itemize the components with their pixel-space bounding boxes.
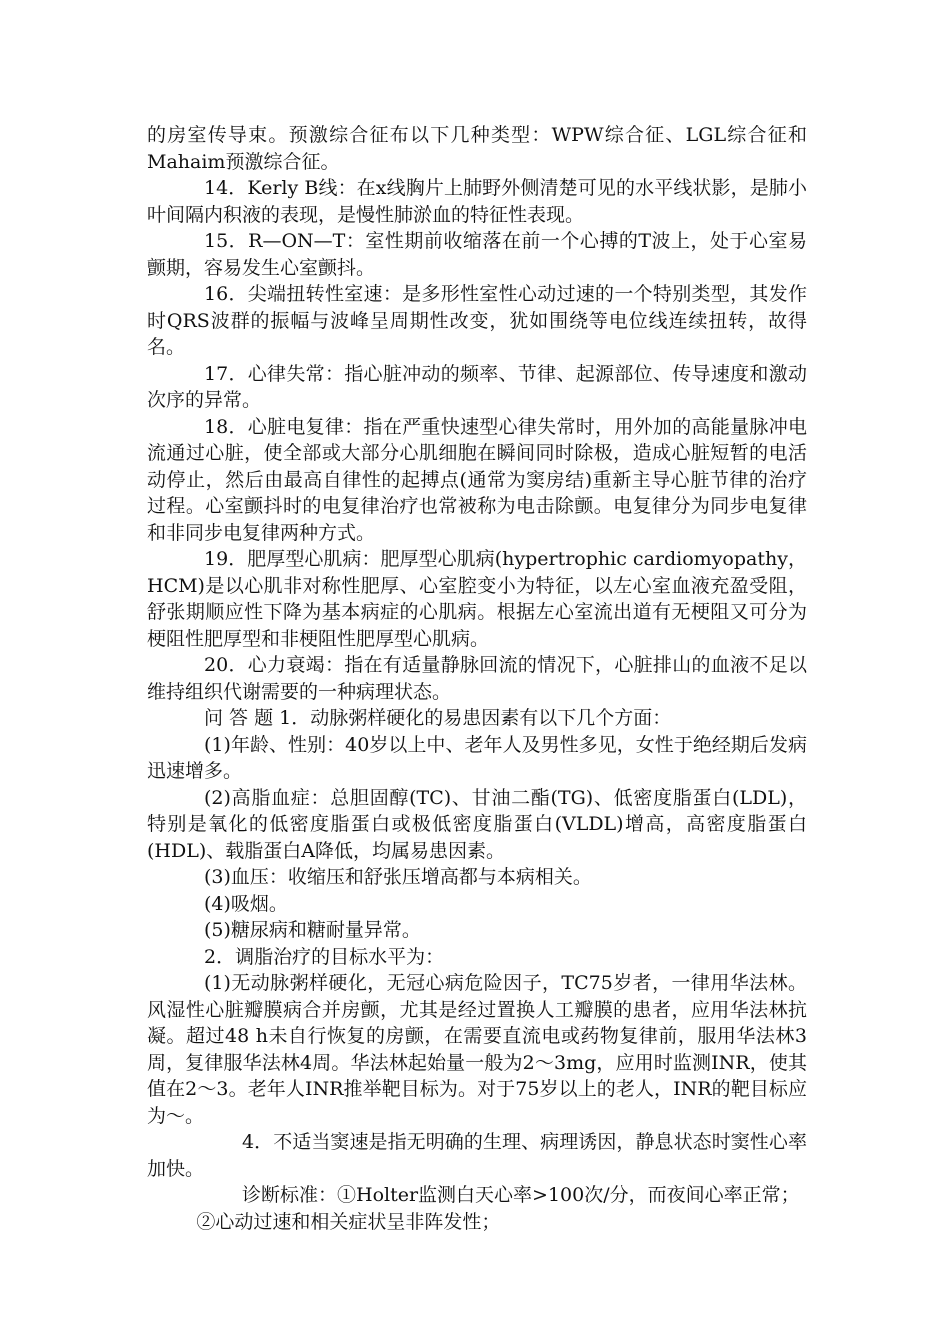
document-body <box>147 122 807 1235</box>
paragraph-warfarin: (1)无动脉粥样硬化，无冠心病危险因子，TC75岁者，一律用华法林。风湿性心脏瓣膜病合并房颤，尤其是经过置换人工瓣膜的患者，应用华法林抗凝。超过48 h未自行恢复的房颤，在需要直流电或药物复律前，服用华法林3周，复律服华法林4周。华法林起始量一般为2～3mg，应用时监测INR，使其值在2～3。老年人INR推举靶目标为。对于75岁以上的老人，INR的靶目标应为～。 <box>147 972 807 1127</box>
paragraph-factor-smoking: (4)吸烟。 <box>204 892 288 915</box>
paragraph-heart-failure: 20．心力衰竭：指在有适量静脉回流的情况下，心脏排山的血液不足以维持组织代谢需要的一种病理状态。 <box>147 654 807 703</box>
paragraph-r-on-t: 15．R—ON—T：室性期前收缩落在前一个心搏的T波上，处于心室易颤期，容易发生心室颤抖。 <box>147 230 807 279</box>
paragraph-factor-lipid: (2)高脂血症：总胆固醇(TC)、甘油二酯(TG)、低密度脂蛋白(LDL)，特别是氧化的低密度脂蛋白或极低密度脂蛋白(VLDL)增高，高密度脂蛋白(HDL)、载脂蛋白A降低，均属易患因素。 <box>147 786 807 862</box>
paragraph-diagnosis-criteria: 诊断标准：①Holter监测白天心率>100次/分，而夜间心率正常； <box>242 1184 800 1206</box>
paragraph-cardioversion: 18．心脏电复律：指在严重快速型心律失常时，用外加的高能量脉冲电流通过心脏，使全部或大部分心肌细胞在瞬间同时除极，造成心脏短暂的电活动停止，然后由最高自律性的起搏点(通常为窦房结)重新主导心脏节律的治疗过程。心室颤抖时的电复律治疗也常被称为电击除颤。电复律分为同步电复律和非同步电复律两种方式。 <box>147 415 807 544</box>
paragraph-qa-heading: 问 答 题 1．动脉粥样硬化的易患因素有以下几个方面： <box>204 707 672 729</box>
paragraph-arrhythmia: 17．心律失常：指心脏冲动的频率、节律、起源部位、传导速度和激动次序的异常。 <box>147 362 807 411</box>
paragraph-factor-diabetes: (5)糖尿病和糖耐量异常。 <box>204 919 421 941</box>
paragraph-factor-bp: (3)血压：收缩压和舒张压增高都与本病相关。 <box>204 866 592 888</box>
paragraph-criteria-2: ②心动过速和相关症状呈非阵发性； <box>196 1210 501 1233</box>
paragraph-wpw-continuation: 的房室传导束。预激综合征布以下几种类型：WPW综合征、LGL综合征和Mahaim预激综合征。 <box>147 124 807 173</box>
paragraph-torsades: 16．尖端扭转性室速：是多形性室性心动过速的一个特别类型，其发作时QRS波群的振幅与波峰呈周期性改变，犹如围绕等电位线连续扭转，故得名。 <box>147 283 807 358</box>
paragraph-lipid-target: 2．调脂治疗的目标水平为： <box>204 945 445 968</box>
paragraph-factor-age: (1)年龄、性别：40岁以上中、老年人及男性多见，女性于绝经期后发病迅速增多。 <box>147 733 807 782</box>
paragraph-hcm: 19．肥厚型心肌病：肥厚型心肌病(hypertrophic cardiomyopathy，HCM)是以心肌非对称性肥厚、心室腔变小为特征，以左心室血液充盈受阻，舒张期顺应性下降为基本病症的心肌病。根据左心室流出道有无梗阻又可分为梗阻性肥厚型和非梗阻性肥厚型心肌病。 <box>147 548 807 650</box>
paragraph-sinus-tachycardia: 4．不适当窦速是指无明确的生理、病理诱因，静息状态时窦性心率加快。 <box>147 1131 807 1180</box>
paragraph-kerly-b-line: 14．Kerly B线：在x线胸片上肺野外侧清楚可见的水平线状影，是肺小叶间隔内积液的表现，是慢性肺淤血的特征性表现。 <box>147 177 807 226</box>
